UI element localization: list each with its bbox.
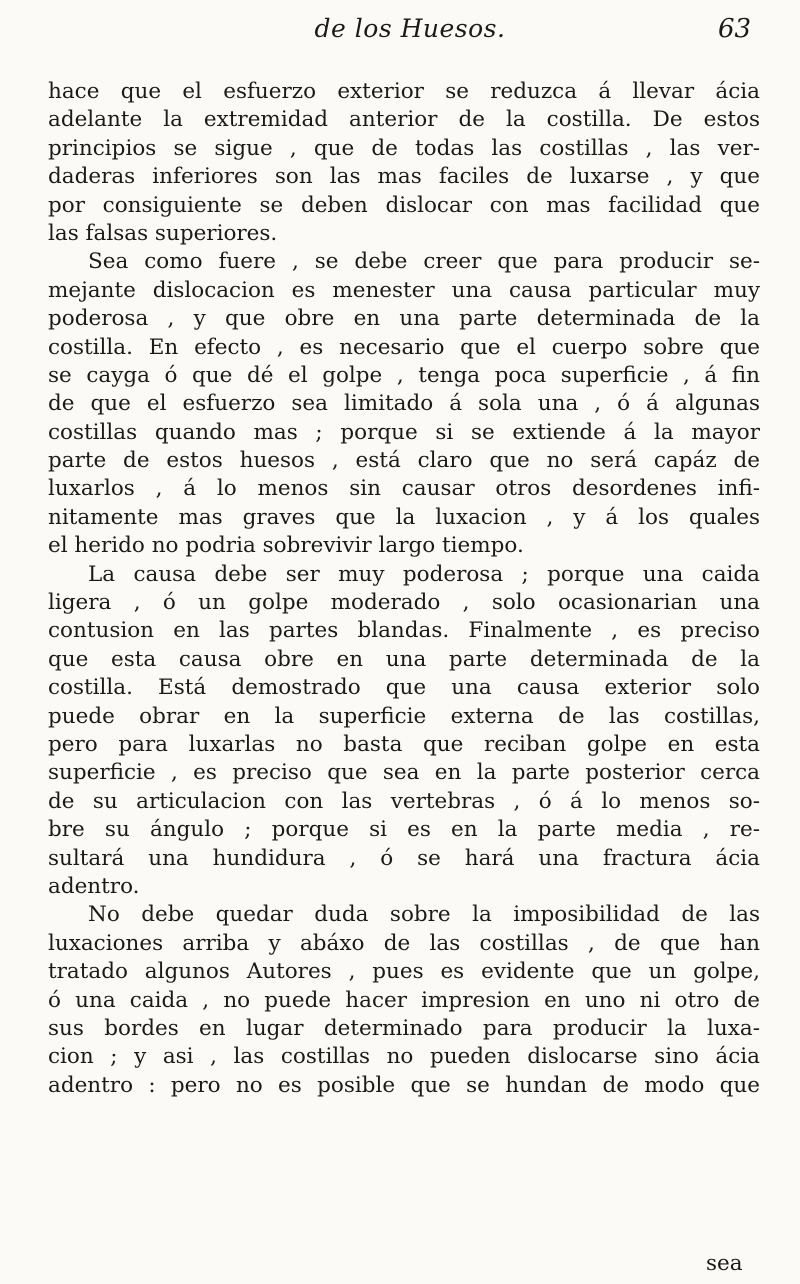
text-line: tratado algunos Autores , pues es evidente que un golpe, (48, 959, 760, 985)
text-line: bre su ángulo ; porque si es en la parte media , re- (48, 817, 760, 843)
running-title: de los Huesos. (314, 14, 506, 43)
text-line: daderas inferiores son las mas faciles de luxarse , y que (48, 164, 760, 190)
text-line: mejante dislocacion es menester una causa particular muy (48, 277, 760, 303)
text-line: que esta causa obre en una parte determinada de la (48, 646, 760, 672)
paragraph-start: Sea como fuere , se debe creer que para producir se- (88, 249, 760, 275)
text-line: superficie , es preciso que sea en la parte posterior cerca (48, 760, 760, 786)
paragraph-start: No debe quedar duda sobre la imposibilidad de las (88, 902, 760, 928)
text-line: de que el esfuerzo sea limitado á sola una , ó á algunas (48, 391, 760, 417)
text-line: se cayga ó que dé el golpe , tenga poca superficie , á fin (48, 362, 760, 388)
text-line: costilla. En efecto , es necesario que el cuerpo sobre que (48, 334, 760, 360)
text-line: pero para luxarlas no basta que reciban golpe en esta (48, 731, 760, 757)
text-line: costillas quando mas ; porque si se extiende á la mayor (48, 419, 760, 445)
text-line: sus bordes en lugar determinado para producir la luxa- (48, 1015, 760, 1041)
text-line: parte de estos huesos , está claro que no será capáz de (48, 448, 760, 474)
text-line: puede obrar en la superficie externa de las costillas, (48, 703, 760, 729)
paragraph-start: La causa debe ser muy poderosa ; porque una caida (88, 561, 760, 587)
text-line: de su articulacion con las vertebras , ó á lo menos so- (48, 788, 760, 814)
text-line: nitamente mas graves que la luxacion , y á los quales (48, 504, 760, 530)
text-line: las falsas superiores. (48, 220, 278, 246)
catchword: sea (706, 1251, 743, 1276)
text-line: por consiguiente se deben dislocar con mas facilidad que (48, 192, 760, 218)
text-line: cion ; y asi , las costillas no pueden dislocarse sino ácia (48, 1044, 760, 1070)
text-line: adelante la extremidad anterior de la costilla. De estos (48, 107, 760, 133)
text-line: principios se sigue , que de todas las costillas , las ver- (48, 135, 760, 161)
text-line: hace que el esfuerzo exterior se reduzca á llevar ácia (48, 79, 760, 104)
text-line: ó una caida , no puede hacer impresion en uno ni otro de (48, 987, 760, 1013)
body-text (48, 78, 760, 1100)
text-line: luxaciones arriba y abáxo de las costillas , de que han (48, 930, 760, 956)
text-line: adentro. (48, 873, 140, 899)
page-number: 63 (718, 14, 752, 44)
text-line: sultará una hundidura , ó se hará una fractura ácia (48, 845, 760, 871)
text-line: contusion en las partes blandas. Finalmente , es preciso (48, 618, 760, 644)
text-line: adentro : pero no es posible que se hundan de modo que (48, 1072, 760, 1098)
text-line: ligera , ó un golpe moderado , solo ocasionarian una (48, 590, 760, 616)
text-line: poderosa , y que obre en una parte determinada de la (48, 306, 760, 332)
text-line: costilla. Está demostrado que una causa exterior solo (48, 675, 760, 701)
text-line: luxarlos , á lo menos sin causar otros desordenes infi- (48, 476, 760, 502)
text-line: el herido no podria sobrevivir largo tiempo. (48, 533, 524, 559)
